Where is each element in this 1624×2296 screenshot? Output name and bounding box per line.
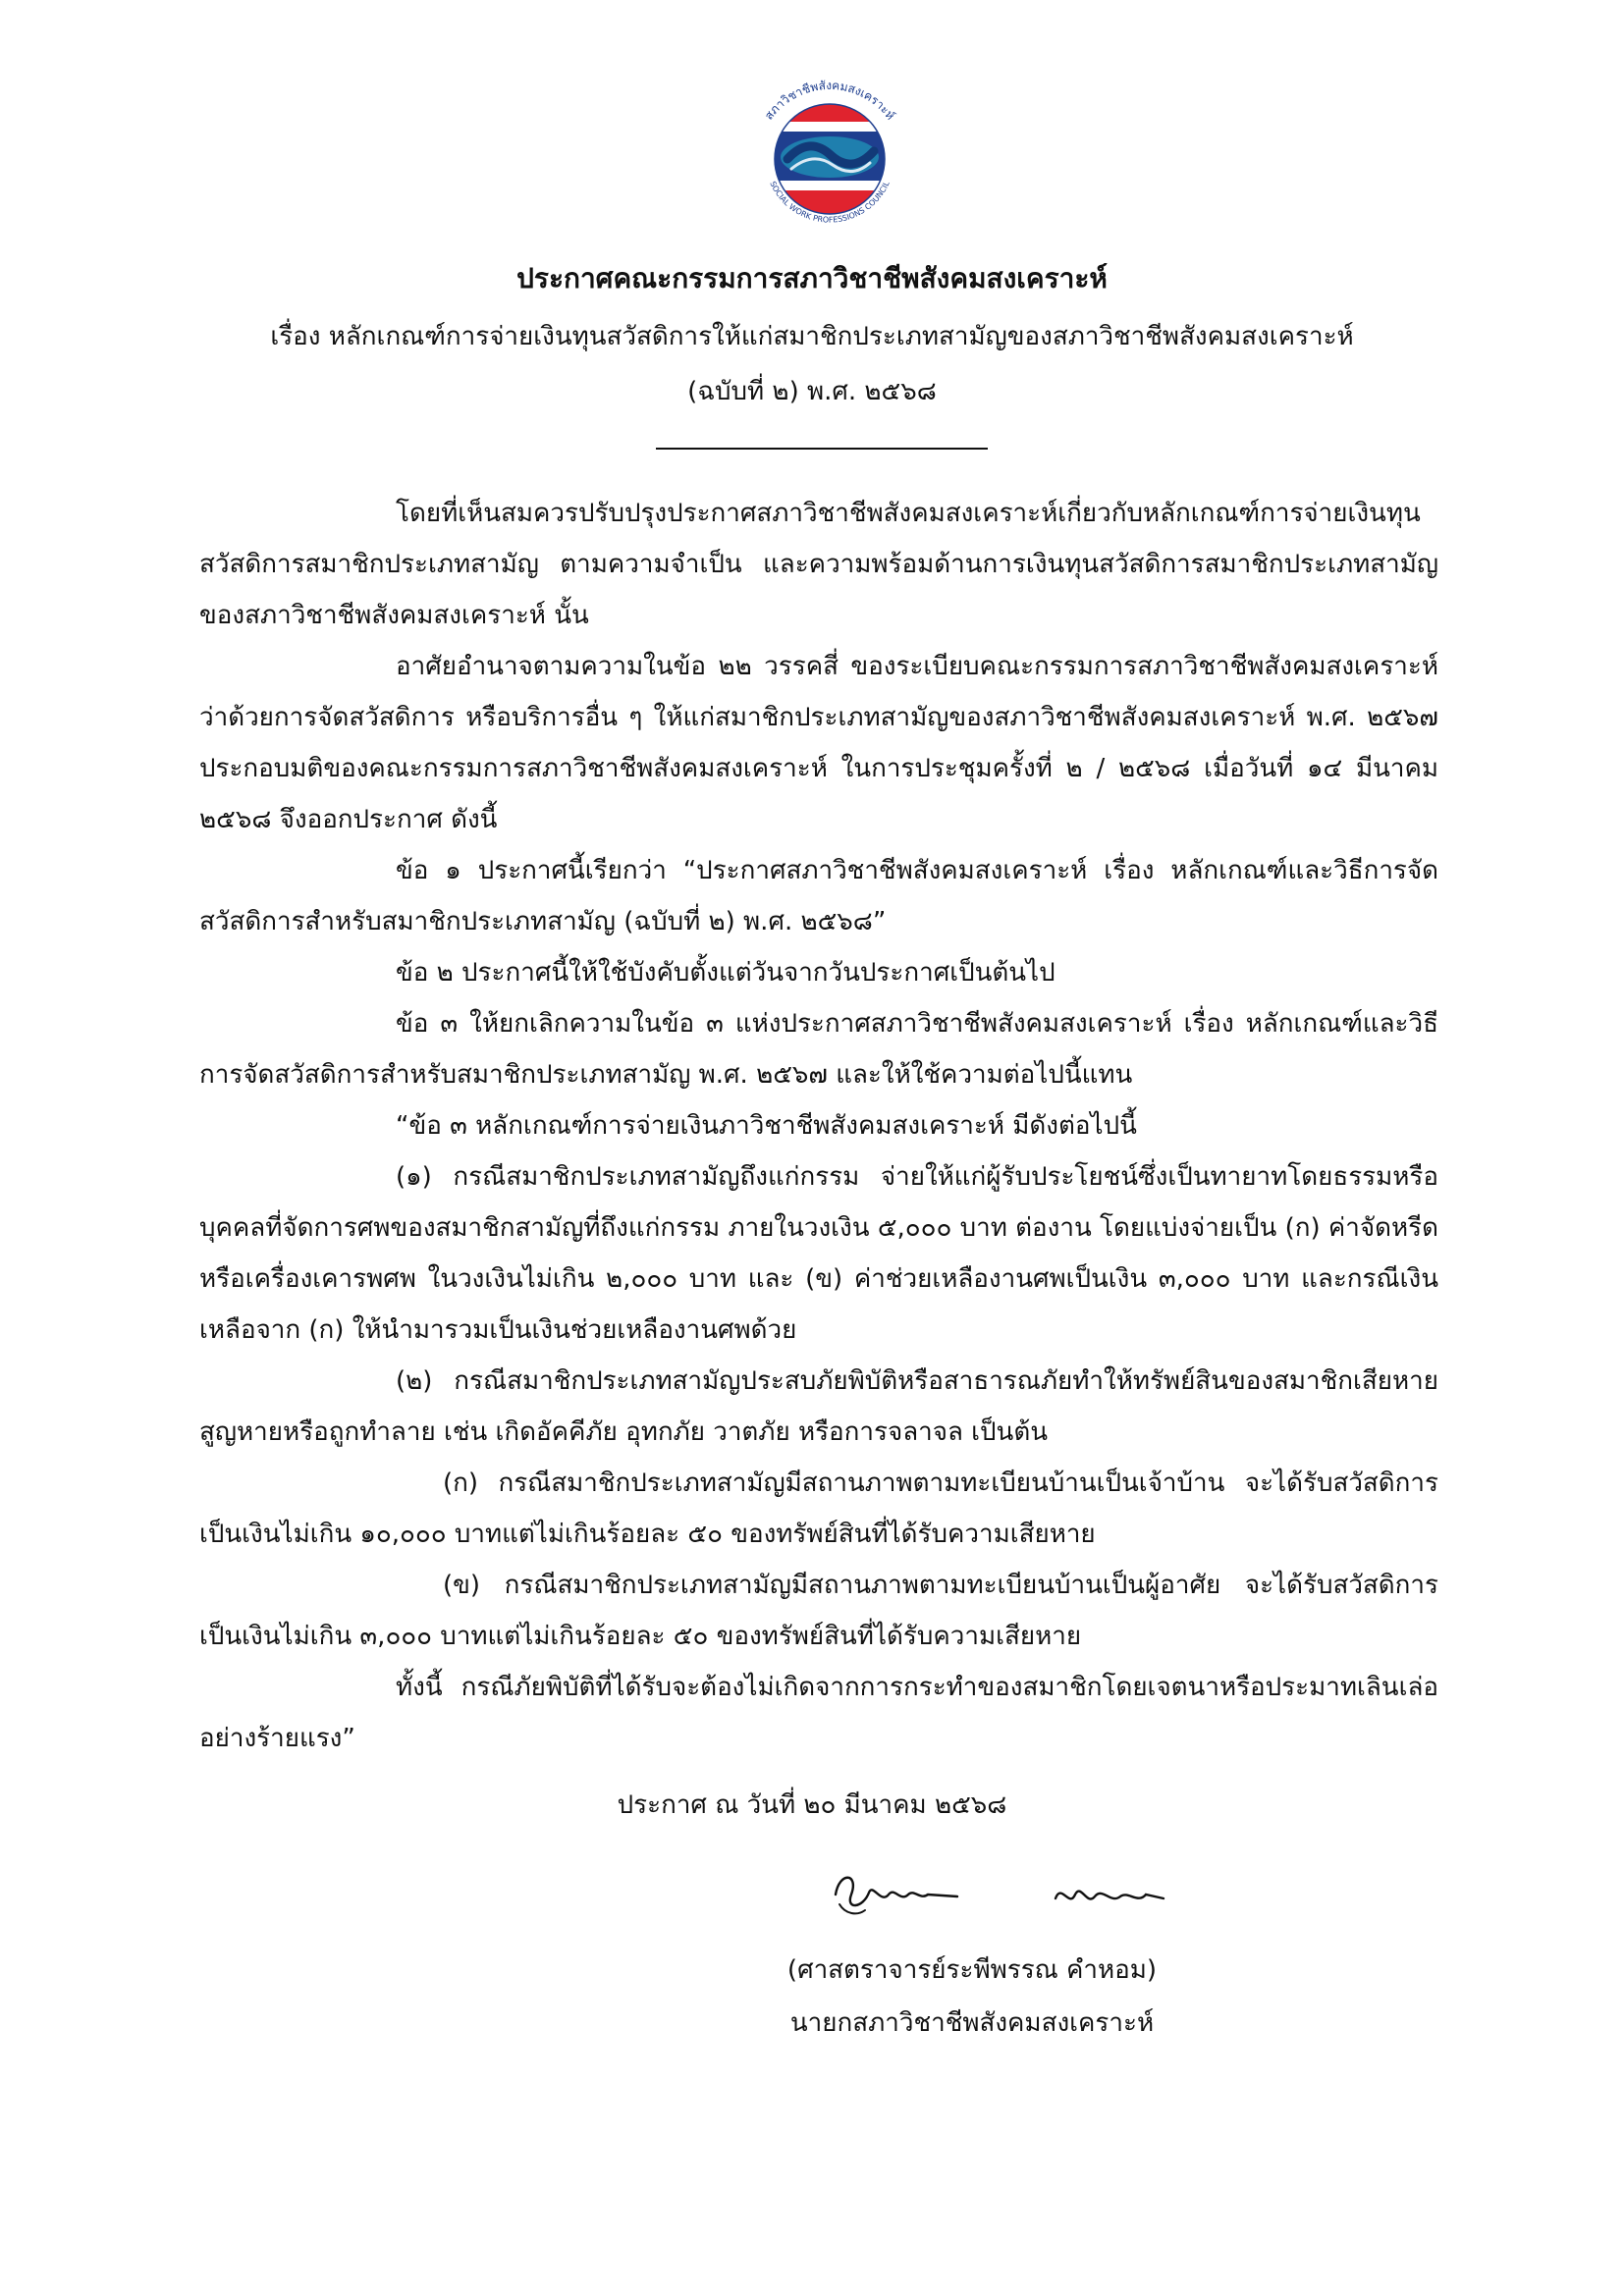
handwritten-signature — [830, 1865, 1183, 1924]
logo-arc-english: SOCIAL WORK PROFESSIONS COUNCIL — [768, 180, 892, 225]
announcement-body — [199, 488, 1438, 1764]
clause-3-item-2: (๒) กรณีสมาชิกประเภทสามัญประสบภัยพิบัติหรือสาธารณภัยทำให้ทรัพย์สินของสมาชิกเสียหาย สูญหายหรือถูกทำลาย เช่น เกิดอัคคีภัย อุทกภัย วาตภัย หรือการจลาจล เป็นต้น — [199, 1366, 1438, 1447]
clause-3-condition: ทั้งนี้ กรณีภัยพิบัติที่ได้รับจะต้องไม่เกิดจากการกระทำของสมาชิกโดยเจตนาหรือประมาทเลินเล่ออย่างร้ายแรง” — [199, 1673, 1438, 1753]
signer-position: นายกสภาวิชาชีพสังคมสงเคราะห์ — [789, 2008, 1155, 2038]
clause-3-replacement-heading: “ข้อ ๓ หลักเกณฑ์การจ่ายเงินภาวิชาชีพสังคมสงเคราะห์ มีดังต่อไปนี้ — [396, 1111, 1137, 1141]
clause-2: ข้อ ๒ ประกาศนี้ให้ใช้บังคับตั้งแต่วันจากวันประกาศเป็นต้นไป — [396, 958, 1056, 988]
paragraph-authority: อาศัยอำนาจตามความในข้อ ๒๒ วรรคสี่ ของระเบียบคณะกรรมการสภาวิชาชีพสังคมสงเคราะห์ ว่าด้วยการจัดสวัสดิการ หรือบริการอื่น ๆ ให้แก่สมาชิกประเภทสามัญของสภาวิชาชีพสังคมสงเคราะห์ พ.ศ. ๒๕๖๗ ประกอบมติของคณะกรรมการสภาวิชาชีพสังคมสงเคราะห์ ในการประชุมครั้งที่ ๒ / ๒๕๖๘ เมื่อวันที่ ๑๔ มีนาคม ๒๕๖๘ จึงออกประกาศ ดังนี้ — [199, 652, 1438, 834]
announcement-title: ประกาศคณะกรรมการสภาวิชาชีพสังคมสงเคราะห์ — [516, 262, 1108, 294]
clause-1: ข้อ ๑ ประกาศนี้เรียกว่า “ประกาศสภาวิชาชีพสังคมสงเคราะห์ เรื่อง หลักเกณฑ์และวิธีการจัดสวัสดิการสำหรับสมาชิกประเภทสามัญ (ฉบับที่ ๒) พ.ศ. ๒๕๖๘” — [199, 856, 1438, 936]
announcement-edition: (ฉบับที่ ๒) พ.ศ. ๒๕๖๘ — [687, 377, 937, 406]
clause-3: ข้อ ๓ ให้ยกเลิกความในข้อ ๓ แห่งประกาศสภาวิชาชีพสังคมสงเคราะห์ เรื่อง หลักเกณฑ์และวิธีการจัดสวัสดิการสำหรับสมาชิกประเภทสามัญ พ.ศ. ๒๕๖๗ และให้ใช้ความต่อไปนี้แทน — [199, 1009, 1438, 1090]
clause-3-item-2b: (ข) กรณีสมาชิกประเภทสามัญมีสถานภาพตามทะเบียนบ้านเป็นผู้อาศัย จะได้รับสวัสดิการเป็นเงินไม่เกิน ๓,๐๐๐ บาทแต่ไม่เกินร้อยละ ๕๐ ของทรัพย์สินที่ได้รับความเสียหาย — [199, 1571, 1438, 1651]
signer-name: (ศาสตราจารย์ระพีพรรณ คำหอม) — [786, 1955, 1158, 1985]
logo-arc-thai: สภาวิชาชีพสังคมสงเคราะห์ — [761, 78, 898, 123]
signer-block — [766, 1944, 1178, 2050]
title-divider — [656, 448, 988, 450]
paragraph-preamble: โดยที่เห็นสมควรปรับปรุงประกาศสภาวิชาชีพสังคมสงเคราะห์เกี่ยวกับหลักเกณฑ์การจ่ายเงินทุนสวัสดิการสมาชิกประเภทสามัญ ตามความจำเป็น และความพร้อมด้านการเงินทุนสวัสดิการสมาชิกประเภทสามัญของสภาวิชาชีพสังคมสงเคราะห์ นั้น — [199, 499, 1438, 630]
council-logo — [736, 71, 923, 247]
clause-3-item-1: (๑) กรณีสมาชิกประเภทสามัญถึงแก่กรรม จ่ายให้แก่ผู้รับประโยชน์ซึ่งเป็นทายาทโดยธรรมหรือบุคคลที่จัดการศพของสมาชิกสามัญที่ถึงแก่กรรม ภายในวงเงิน ๕,๐๐๐ บาท ต่องาน โดยแบ่งจ่ายเป็น (ก) ค่าจัดหรีดหรือเครื่องเคารพศพ ในวงเงินไม่เกิน ๒,๐๐๐ บาท และ (ข) ค่าช่วยเหลืองานศพเป็นเงิน ๓,๐๐๐ บาท และกรณีเงินเหลือจาก (ก) ให้นำมารวมเป็นเงินช่วยเหลืองานศพด้วย — [199, 1162, 1438, 1345]
clause-3-item-2a: (ก) กรณีสมาชิกประเภทสามัญมีสถานภาพตามทะเบียนบ้านเป็นเจ้าบ้าน จะได้รับสวัสดิการเป็นเงินไม่เกิน ๑๐,๐๐๐ บาทแต่ไม่เกินร้อยละ ๕๐ ของทรัพย์สินที่ได้รับความเสียหาย — [199, 1468, 1438, 1549]
announcement-date: ประกาศ ณ วันที่ ๒๐ มีนาคม ๒๕๖๘ — [617, 1790, 1007, 1820]
announcement-subject: เรื่อง หลักเกณฑ์การจ่ายเงินทุนสวัสดิการให้แก่สมาชิกประเภทสามัญของสภาวิชาชีพสังคมสงเคราะห์ — [270, 322, 1354, 351]
